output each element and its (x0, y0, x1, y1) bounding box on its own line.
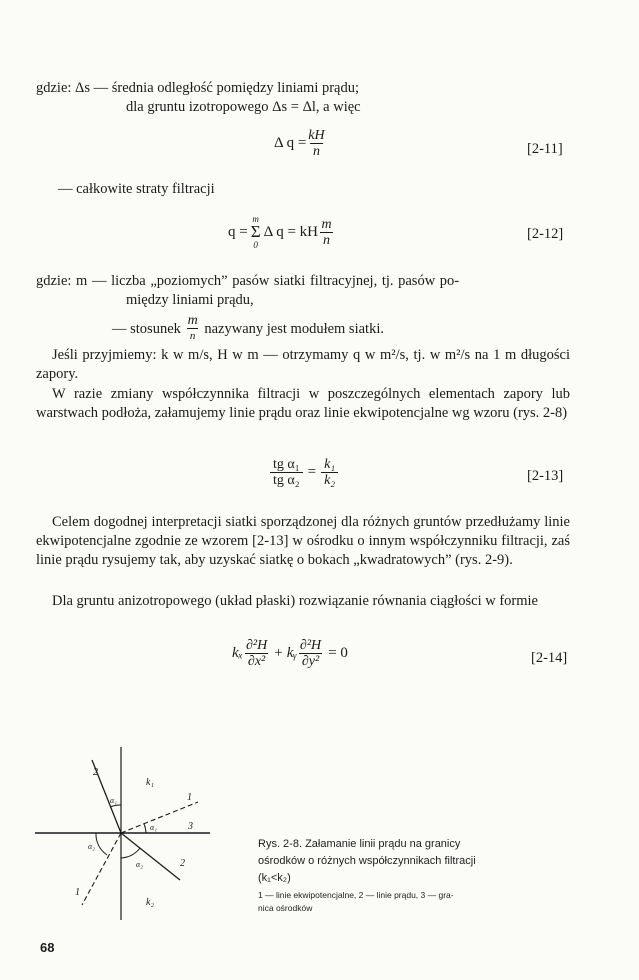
eq12-ref: [2-12] (527, 226, 564, 242)
equation-2-14 (232, 638, 348, 669)
eq13-ref: [2-13] (527, 468, 564, 484)
eq14-c1: kₓ (232, 645, 243, 661)
caption-line-1: Rys. 2-8. Załamanie linii prądu na granicy (258, 838, 461, 850)
ratio-pre: — stosunek (112, 320, 181, 337)
fig-label-2-bottom: 2 (180, 858, 185, 869)
eq13-eq: = (307, 464, 317, 480)
eq12-sum-bot: 0 (253, 240, 258, 250)
angle-arc-alpha1-right (144, 824, 146, 833)
sum-symbol: Σ (250, 222, 261, 241)
angle-arc-alpha2-lower (121, 848, 140, 858)
eq11-den: n (310, 143, 323, 159)
eq14-c2: kᵧ (286, 645, 297, 661)
paragraph-interpretation: Celem dogodnej interpretacji siatki sporządzonej dla różnych gruntów przedłużamy linie ekwipotencjalne zgodnie ze wzorem [2-13] w ośrodku o innym współczynniku filtracji, zaś linie prądu rysujemy tak, aby uzyskać siatkę o bokach „kwadratowych” (rys. 2-9). (36, 514, 570, 568)
definition-m: gdzie: m — liczba „poziomych” pasów siatki filtracyjnej, tj. pasów po- (36, 273, 460, 289)
eq12-sum-top: m (252, 214, 259, 224)
eq13-n1: tg α₁ (273, 457, 300, 472)
eq13-n2: k₁ (324, 457, 336, 472)
eq12-den: n (320, 232, 333, 248)
paragraph-anisotropic: Dla gruntu anizotropowego (układ płaski) rozwiązanie równania ciągłości w formie (52, 593, 538, 609)
isotropic-condition: dla gruntu izotropowego Δs = Δl, a więc (126, 99, 361, 115)
fig-label-k2: k₂ (146, 897, 154, 908)
total-loss-label: — całkowite straty filtracji (58, 181, 215, 197)
fig-label-1-top: 1 (187, 792, 192, 803)
eq14-d1: ∂x² (245, 653, 268, 669)
caption-legend-1: 1 — linie ekwipotencjalne, 2 — linie prądu, 3 — gra- (258, 890, 454, 900)
eq11-lhs: Δ q = (274, 135, 307, 151)
figure-2-8 (30, 745, 245, 930)
equation-2-11 (274, 128, 327, 159)
page-number: 68 (40, 940, 55, 955)
definition-delta-s: gdzie: Δs — średnia odległość pomiędzy liniami prądu; (36, 80, 360, 96)
ratio-den: n (187, 328, 199, 344)
eq12-mid: Δ q = kH (263, 223, 318, 240)
fig-label-alpha2-lower: α₂ (136, 860, 143, 869)
eq12-lhs: q = (228, 223, 248, 240)
eq14-n1: ∂²H (245, 638, 268, 653)
caption-line-2: ośrodków o różnych współczynnikach filtracji (258, 855, 476, 867)
ratio-num: m (187, 313, 198, 328)
equation-2-12 (228, 214, 335, 250)
eq14-ref: [2-14] (531, 650, 568, 666)
eq14-d2: ∂y² (299, 653, 322, 669)
fig-label-alpha1-upper: α₁ (110, 796, 117, 805)
paragraph-units: Jeśli przyjmiemy: k w m/s, H w m — otrzymamy q w m²/s, tj. w m²/s na 1 m długości zapory. (36, 347, 570, 382)
figure-caption (258, 836, 578, 915)
ratio-line (112, 313, 384, 344)
angle-arc-alpha1-upper (110, 805, 121, 807)
eq14-rhs: = 0 (328, 645, 348, 661)
ratio-post: nazywany jest modułem siatki. (204, 320, 384, 337)
fig-label-alpha2-left: α₂ (88, 842, 95, 851)
paragraph-refraction: W razie zmiany współczynnika filtracji w poszczególnych elementach zapory lub warstwach podłoża, załamujemy linie prądu oraz linie ekwipotencjalne wg wzoru (rys. 2-8) (36, 386, 570, 421)
eq13-d1: tg α₂ (270, 472, 303, 488)
fig-label-2-top: 2 (93, 767, 98, 778)
caption-line-3: (k₁<k₂) (258, 872, 291, 884)
eq11-num: kH (308, 128, 325, 143)
equation-2-13 (268, 457, 340, 488)
fig-label-k1: k₁ (146, 777, 154, 788)
caption-legend-2: nica ośrodków (258, 903, 313, 913)
eq13-d2: k₂ (321, 472, 338, 488)
definition-m-cont: między liniami prądu, (126, 292, 254, 308)
fig-label-3: 3 (188, 821, 193, 832)
eq14-n2: ∂²H (299, 638, 322, 653)
eq11-ref: [2-11] (527, 141, 563, 157)
angle-arc-alpha2-left (96, 833, 107, 855)
eq12-num: m (321, 216, 332, 232)
fig-label-alpha1-right: α₁ (150, 823, 157, 832)
equipotential-upper (121, 802, 198, 833)
fig-label-1-bottom: 1 (75, 887, 80, 898)
eq14-plus: + (274, 645, 283, 661)
